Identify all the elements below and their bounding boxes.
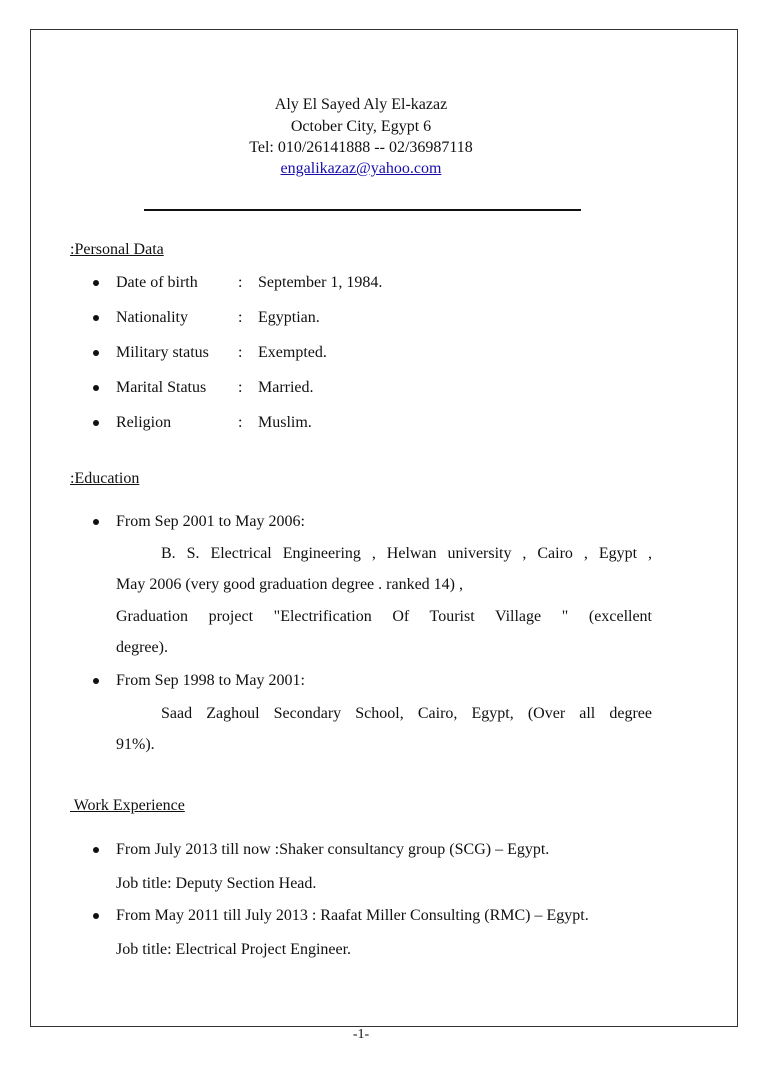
- education-detail: Saad Zaghoul Secondary School, Cairo, Egypt, (Over all degree: [161, 705, 652, 722]
- education-period: From Sep 2001 to May 2006:: [116, 513, 305, 530]
- field-label: Marital Status: [116, 379, 207, 396]
- bullet-icon: [93, 315, 99, 321]
- header-divider: [144, 209, 581, 211]
- education-detail: Graduation project "Electrification Of Tourist Village " (excellent: [116, 608, 652, 625]
- field-colon: :: [238, 274, 243, 291]
- field-colon: :: [238, 309, 243, 326]
- address: October City, Egypt 6: [290, 118, 432, 135]
- page-number: -1-: [352, 1027, 370, 1042]
- job-title: Job title: Electrical Project Engineer.: [116, 941, 352, 958]
- field-value: Muslim.: [258, 414, 312, 431]
- field-label: Date of birth: [116, 274, 198, 291]
- work-entry-title: From May 2011 till July 2013 : Raafat Miller Consulting (RMC) – Egypt.: [116, 907, 589, 924]
- field-colon: :: [238, 414, 243, 431]
- field-value: Exempted.: [258, 344, 327, 361]
- bullet-icon: [93, 420, 99, 426]
- field-colon: :: [238, 379, 243, 396]
- field-value: September 1, 1984.: [258, 274, 383, 291]
- education-heading: :Education: [70, 470, 140, 487]
- education-period: From Sep 1998 to May 2001:: [116, 672, 305, 689]
- job-title: Job title: Deputy Section Head.: [116, 875, 317, 892]
- field-label: Nationality: [116, 309, 188, 326]
- bullet-icon: [93, 350, 99, 356]
- work-entry-title: From July 2013 till now :Shaker consultancy group (SCG) – Egypt.: [116, 841, 550, 858]
- education-detail: degree).: [116, 639, 168, 656]
- bullet-icon: [93, 913, 99, 919]
- bullet-icon: [93, 385, 99, 391]
- bullet-icon: [93, 519, 99, 525]
- field-label: Religion: [116, 414, 172, 431]
- bullet-icon: [93, 847, 99, 853]
- field-value: Egyptian.: [258, 309, 320, 326]
- bullet-icon: [93, 678, 99, 684]
- telephone: Tel: 010/26141888 -- 02/36987118: [249, 139, 473, 156]
- candidate-name: Aly El Sayed Aly El-kazaz: [274, 96, 448, 113]
- education-detail: B. S. Electrical Engineering , Helwan university , Cairo , Egypt ,: [161, 545, 652, 562]
- work-experience-heading: Work Experience: [70, 797, 185, 814]
- education-detail: May 2006 (very good graduation degree . ranked 14) ,: [116, 576, 463, 593]
- personal-data-heading: :Personal Data: [70, 241, 164, 258]
- field-label: Military status: [116, 344, 209, 361]
- bullet-icon: [93, 280, 99, 286]
- education-detail: 91%).: [116, 736, 155, 753]
- email-link[interactable]: engalikazaz@yahoo.com: [280, 160, 442, 177]
- field-colon: :: [238, 344, 243, 361]
- field-value: Married.: [258, 379, 314, 396]
